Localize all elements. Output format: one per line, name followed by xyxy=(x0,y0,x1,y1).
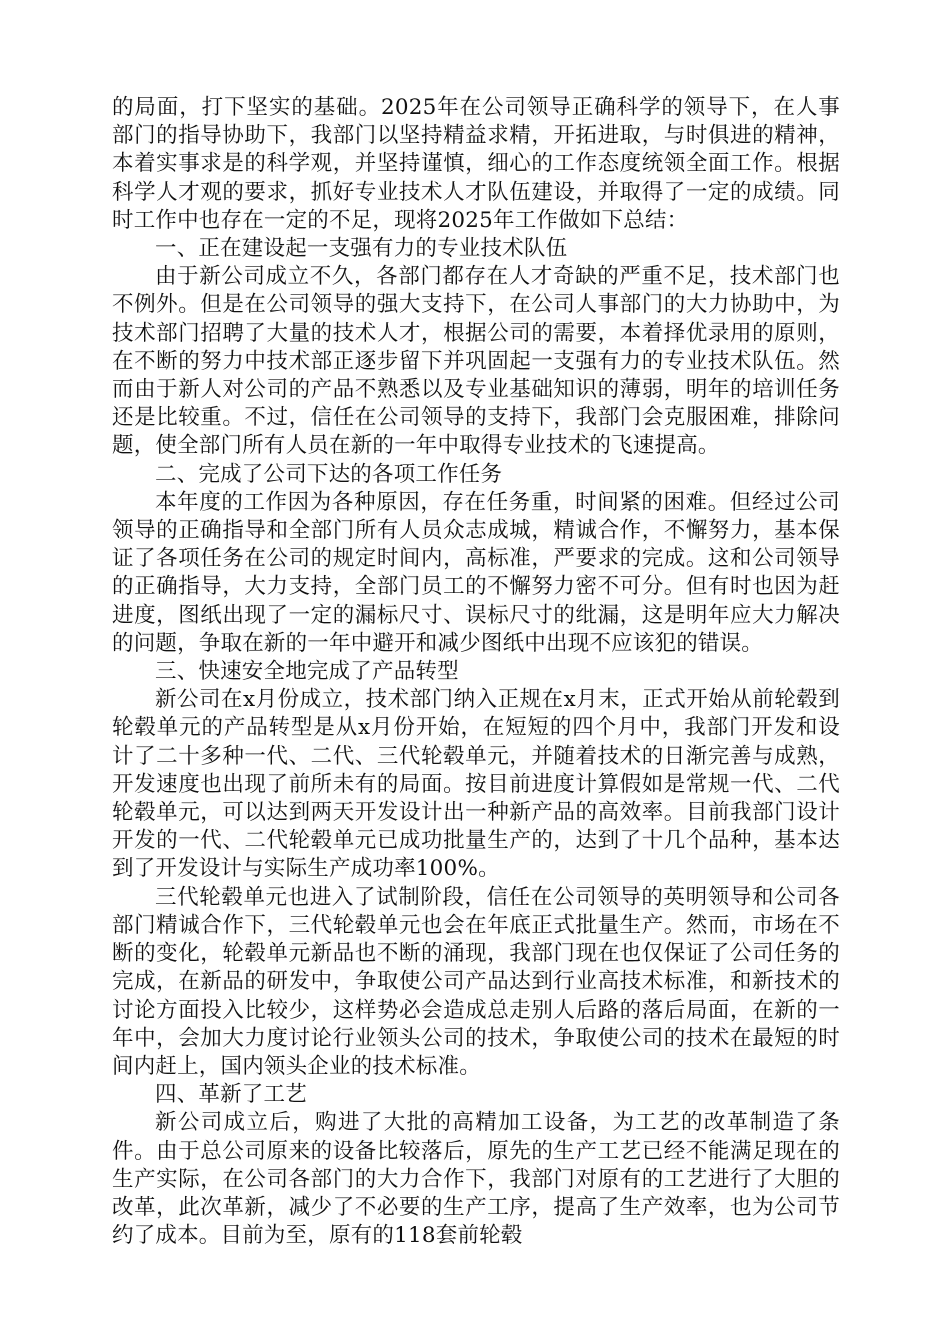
section-heading-4: 四、革新了工艺 xyxy=(155,1082,307,1108)
paragraph-section-3a: 新公司在x月份成立，技术部门纳入正规在x月末，正式开始从前轮毂到轮毂单元的产品转型是从x月份开始，在短短的四个月中，我部门开发和设计了二十多种一代、二代、三代轮毂单元，并随着技术的日渐完善与成熟，开发速度也出现了前所未有的局面。按目前进度计算假如是常规一代、二代轮毂单元，可以达到两天开发设计出一种新产品的高效率。目前我部门设计开发的一代、二代轮毂单元已成功批量生产的，达到了十几个品种，基本达到了开发设计与实际生产成功率100%。 xyxy=(112,687,840,882)
section-heading-2: 二、完成了公司下达的各项工作任务 xyxy=(155,461,503,487)
paragraph-intro-continuation: 的局面，打下坚实的基础。2025年在公司领导正确科学的领导下，在人事部门的指导协助下，我部门以坚持精益求精，开拓进取，与时俱进的精神，本着实事求是的科学观，并坚持谨慎，细心的工作态度统领全面工作。根据科学人才观的要求，抓好专业技术人才队伍建设，并取得了一定的成绩。同时工作中也存在一定的不足，现将2025年工作做如下总结： xyxy=(112,95,840,233)
paragraph-section-2: 本年度的工作因为各种原因，存在任务重，时间紧的困难。但经过公司领导的正确指导和全部门所有人员众志成城，精诚合作，不懈努力，基本保证了各项任务在公司的规定时间内，高标准，严要求的完成。这和公司领导的正确指导，大力支持，全部门员工的不懈努力密不可分。但有时也因为赶进度，图纸出现了一定的漏标尺寸、误标尺寸的纰漏，这是明年应大力解决的问题，争取在新的一年中避开和减少图纸中出现不应该犯的错误。 xyxy=(112,489,840,656)
section-heading-1: 一、正在建设起一支强有力的专业技术队伍 xyxy=(155,236,568,262)
paragraph-section-3b: 三代轮毂单元也进入了试制阶段，信任在公司领导的英明领导和公司各部门精诚合作下，三代轮毂单元也会在年底正式批量生产。然而，市场在不断的变化，轮毂单元新品也不断的涌现，我部门现在也仅保证了公司任务的完成，在新品的研发中，争取使公司产品达到行业高技术标准，和新技术的讨论方面投入比较少，这样势必会造成总走别人后路的落后局面，在新的一年中，会加大力度讨论行业领头公司的技术，争取使公司的技术在最短的时间内赶上，国内领头企业的技术标准。 xyxy=(112,884,840,1079)
document-page xyxy=(112,94,840,1250)
section-heading-3: 三、快速安全地完成了产品转型 xyxy=(155,659,459,685)
paragraph-section-4: 新公司成立后，购进了大批的高精加工设备，为工艺的改革制造了条件。由于总公司原来的设备比较落后，原先的生产工艺已经不能满足现在的生产实际，在公司各部门的大力合作下，我部门对原有的工艺进行了大胆的改革，此次革新，减少了不必要的生产工序，提高了生产效率，也为公司节约了成本。目前为至，原有的118套前轮毂 xyxy=(112,1110,840,1249)
paragraph-section-1: 由于新公司成立不久，各部门都存在人才奇缺的严重不足，技术部门也不例外。但是在公司领导的强大支持下，在公司人事部门的大力协助中，为技术部门招聘了大量的技术人才，根据公司的需要，本着择优录用的原则，在不断的努力中技术部正逐步留下并巩固起一支强有力的专业技术队伍。然而由于新人对公司的产品不熟悉以及专业基础知识的薄弱，明年的培训任务还是比较重。不过，信任在公司领导的支持下，我部门会克服困难，排除问题，使全部门所有人员在新的一年中取得专业技术的飞速提高。 xyxy=(112,264,840,459)
